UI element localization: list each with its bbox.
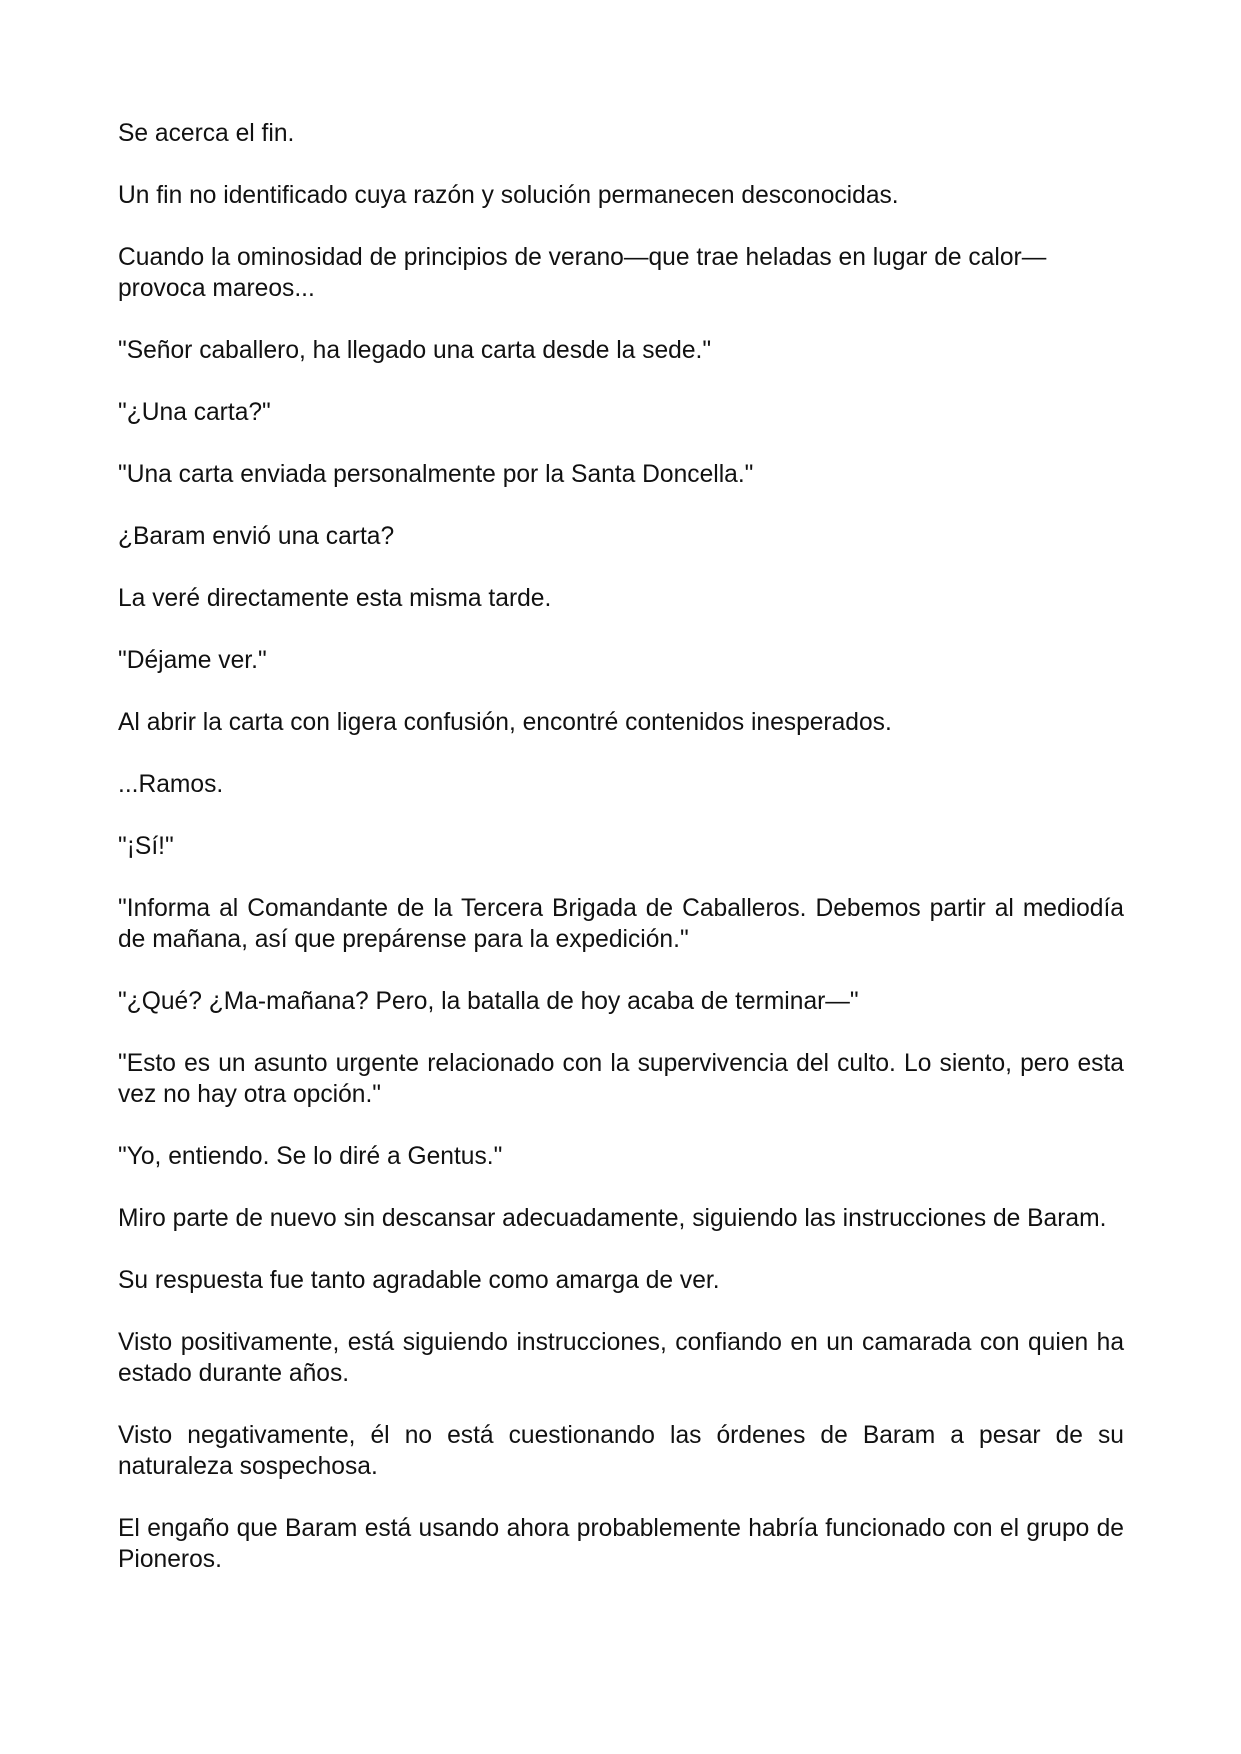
paragraph-6: "Una carta enviada personalmente por la Santa Doncella." (118, 461, 754, 488)
paragraph-3: Cuando la ominosidad de principios de verano—que trae heladas en lugar de calor—provoca mareos... (118, 244, 1047, 302)
paragraph-20: Visto negativamente, él no está cuestionando las órdenes de Baram a pesar de su naturaleza sospechosa. (118, 1422, 1124, 1480)
paragraph-8: La veré directamente esta misma tarde. (118, 585, 552, 612)
paragraph-2: Un fin no identificado cuya razón y solución permanecen desconocidas. (118, 182, 899, 209)
paragraph-15: "Esto es un asunto urgente relacionado con la supervivencia del culto. Lo siento, pero esta vez no hay otra opción." (118, 1050, 1124, 1108)
paragraph-16: "Yo, entiendo. Se lo diré a Gentus." (118, 1143, 503, 1170)
document-body (118, 118, 1124, 1606)
paragraph-21: El engaño que Baram está usando ahora probablemente habría funcionado con el grupo de Pioneros. (118, 1515, 1124, 1573)
paragraph-17: Miro parte de nuevo sin descansar adecuadamente, siguiendo las instrucciones de Baram. (118, 1205, 1107, 1232)
paragraph-11: ...Ramos. (118, 771, 224, 798)
paragraph-19: Visto positivamente, está siguiendo instrucciones, confiando en un camarada con quien ha estado durante años. (118, 1329, 1124, 1387)
paragraph-4: "Señor caballero, ha llegado una carta desde la sede." (118, 337, 712, 364)
paragraph-10: Al abrir la carta con ligera confusión, encontré contenidos inesperados. (118, 709, 892, 736)
paragraph-12: "¡Sí!" (118, 833, 174, 860)
paragraph-14: "¿Qué? ¿Ma-mañana? Pero, la batalla de hoy acaba de terminar—" (118, 988, 859, 1015)
paragraph-5: "¿Una carta?" (118, 399, 271, 426)
paragraph-9: "Déjame ver." (118, 647, 267, 674)
paragraph-1: Se acerca el fin. (118, 120, 295, 147)
paragraph-7: ¿Baram envió una carta? (118, 523, 395, 550)
paragraph-18: Su respuesta fue tanto agradable como amarga de ver. (118, 1267, 720, 1294)
paragraph-13: "Informa al Comandante de la Tercera Brigada de Caballeros. Debemos partir al mediodía de mañana, así que prepárense para la expedición." (118, 895, 1124, 953)
